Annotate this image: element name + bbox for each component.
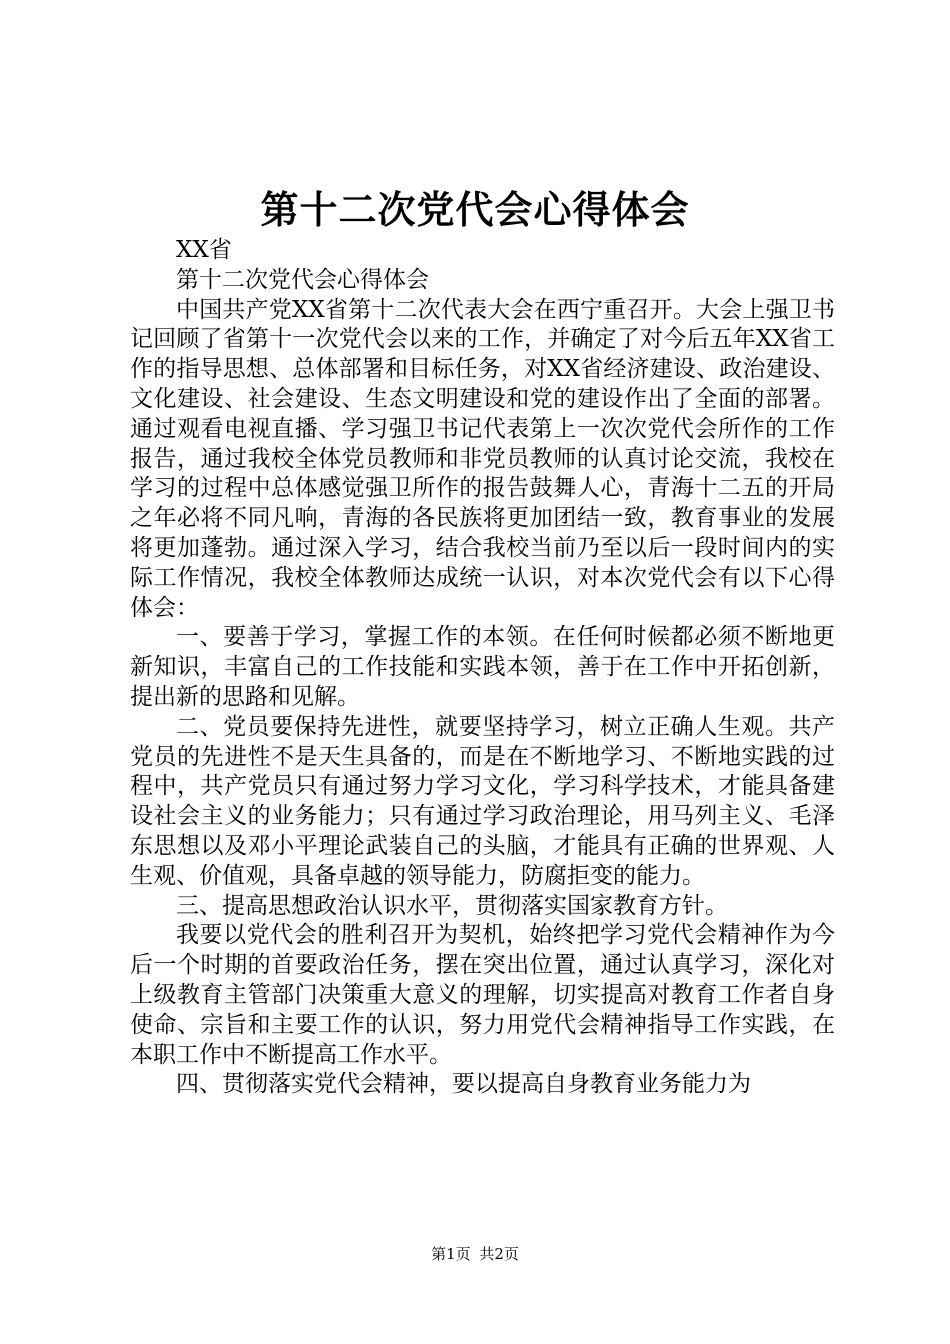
- page-number: 第1页: [431, 1245, 471, 1263]
- paragraph-point-3-detail: 我要以党代会的胜利召开为契机，始终把学习党代会精神作为今后一个时期的首要政治任务，摆在突出位置，通过认真学习，深化对上级教育主管部门决策重大意义的理解，切实提高对教育工作者自身使命、宗旨和主要工作的认识，努力用党代会精神指导工作实践，在本职工作中不断提高工作水平。: [130, 922, 835, 1068]
- paragraph-province: XX省: [176, 237, 232, 263]
- paragraph-point-1: 一、要善于学习，掌握工作的本领。在任何时候都必须不断地更新知识，丰富自己的工作技能和实践本领，善于在工作中开拓创新，提出新的思路和见解。: [130, 624, 835, 710]
- paragraph-intro: 中国共产党XX省第十二次代表大会在西宁重召开。大会上强卫书记回顾了省第十一次党代会以来的工作，并确定了对今后五年XX省工作的指导思想、总体部署和目标任务，对XX省经济建设、政治建设、文化建设、社会建设、生态文明建设和党的建设作出了全面的部署。通过观看电视直播、学习强卫书记代表第上一次次党代会所作的工作报告，通过我校全体党员教师和非党员教师的认真讨论交流，我校在学习的过程中总体感觉强卫所作的报告鼓舞人心，青海十二五的开局之年必将不同凡响，青海的各民族将更加团结一致，教育事业的发展将更加蓬勃。通过深入学习，结合我校当前乃至以后一段时间内的实际工作情况，我校全体教师达成统一认识，对本次党代会有以下心得体会：: [130, 296, 835, 621]
- page-footer: [0, 1244, 950, 1264]
- paragraph-subtitle: 第十二次党代会心得体会: [176, 266, 429, 293]
- document-body: [130, 236, 835, 1100]
- paragraph-point-4: 四、贯彻落实党代会精神，要以提高自身教育业务能力为: [176, 1071, 751, 1098]
- paragraph-point-3: 三、提高思想政治认识水平，贯彻落实国家教育方针。: [176, 892, 728, 919]
- paragraph-point-2: 二、党员要保持先进性，就要坚持学习，树立正确人生观。共产党员的先进性不是天生具备的，而是在不断地学习、不断地实践的过程中，共产党员只有通过努力学习文化，学习科学技术，才能具备建设社会主义的业务能力；只有通过学习政治理论，用马列主义、毛泽东思想以及邓小平理论武装自己的头脑，才能具有正确的世界观、人生观、价值观，具备卓越的领导能力，防腐拒变的能力。: [130, 713, 835, 889]
- document-title: 第十二次党代会心得体会: [260, 187, 690, 232]
- page-total: 共2页: [479, 1245, 519, 1263]
